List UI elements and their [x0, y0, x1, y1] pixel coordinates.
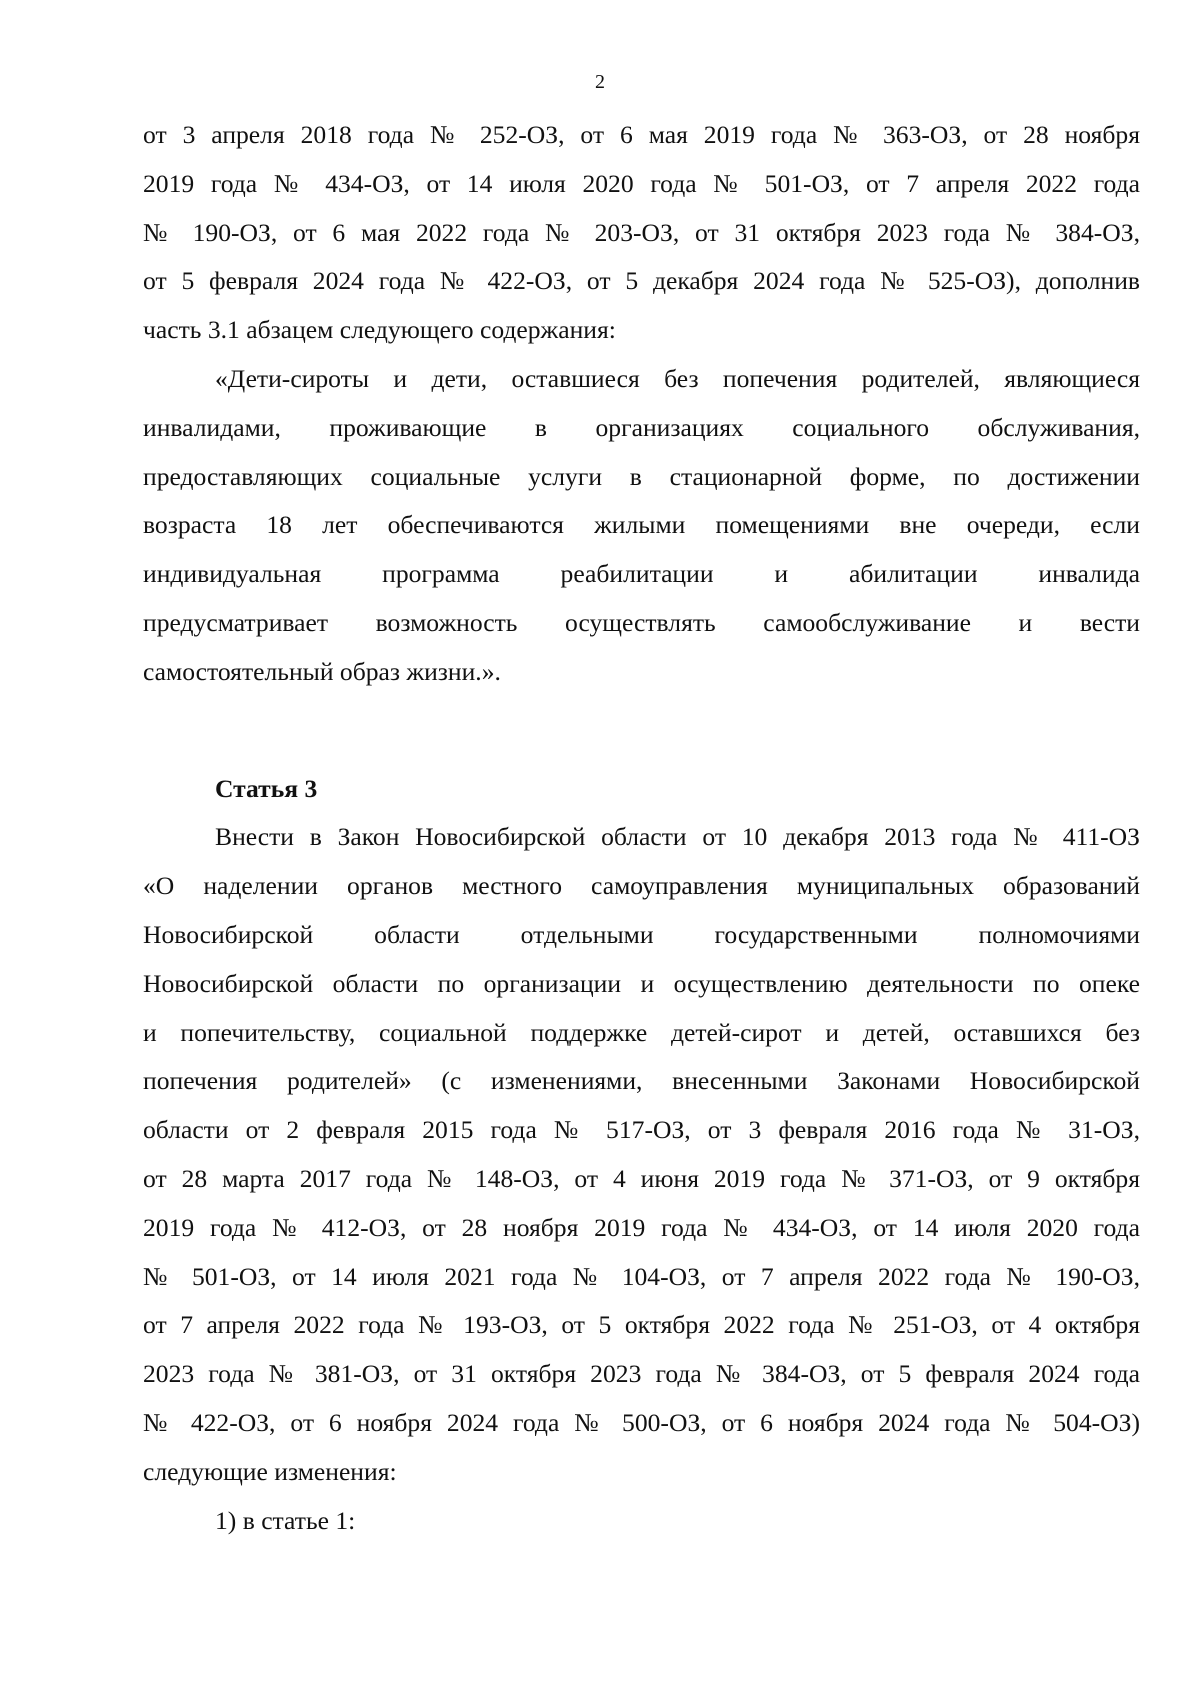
text-line: 2023 года № 381-ОЗ, от 31 октября 2023 года № 384-ОЗ, от 5 февраля 2024 года	[143, 1359, 1140, 1389]
text-line: Новосибирской области отдельными государственными полномочиями	[143, 919, 1140, 949]
text-line: Новосибирской области по организации и осуществлению деятельности по опеке	[143, 968, 1140, 998]
text-line: следующие изменения:	[143, 1456, 397, 1486]
text-line: от 3 апреля 2018 года № 252-ОЗ, от 6 мая 2019 года № 363-ОЗ, от 28 ноября	[143, 120, 1140, 149]
text-line: самостоятельный образ жизни.».	[143, 656, 501, 686]
article-heading: Статья 3	[215, 773, 318, 803]
text-line: № 190-ОЗ, от 6 мая 2022 года № 203-ОЗ, от 31 октября 2023 года № 384-ОЗ,	[143, 217, 1140, 247]
list-item: 1) в статье 1:	[215, 1505, 356, 1535]
text-line: № 501-ОЗ, от 14 июля 2021 года № 104-ОЗ, от 7 апреля 2022 года № 190-ОЗ,	[143, 1261, 1140, 1291]
document-body	[143, 111, 1140, 1545]
text-line: от 5 февраля 2024 года № 422-ОЗ, от 5 декабря 2024 года № 525-ОЗ), дополнив	[143, 266, 1140, 296]
text-line: № 422-ОЗ, от 6 ноября 2024 года № 500-ОЗ, от 6 ноября 2024 года № 504-ОЗ)	[143, 1407, 1140, 1437]
text-line: предоставляющих социальные услуги в стационарной форме, по достижении	[143, 461, 1140, 491]
section-spacer	[143, 697, 1140, 765]
paragraph-amendment-continuation	[143, 111, 1140, 355]
text-line: Внести в Закон Новосибирской области от 10 декабря 2013 года № 411-ОЗ	[215, 822, 1140, 852]
text-line: от 28 марта 2017 года № 148-ОЗ, от 4 июня 2019 года № 371-ОЗ, от 9 октября	[143, 1163, 1140, 1193]
text-line: 2019 года № 412-ОЗ, от 28 ноября 2019 года № 434-ОЗ, от 14 июля 2020 года	[143, 1212, 1140, 1242]
text-line: индивидуальная программа реабилитации и абилитации инвалида	[143, 559, 1140, 589]
text-line: попечения родителей» (с изменениями, внесенными Законами Новосибирской	[143, 1066, 1140, 1096]
paragraph-quoted-text	[143, 355, 1140, 697]
text-line: предусматривает возможность осуществлять самообслуживание и вести	[143, 607, 1140, 637]
text-line: «Дети-сироты и дети, оставшиеся без попечения родителей, являющиеся	[215, 363, 1140, 393]
text-line: от 7 апреля 2022 года № 193-ОЗ, от 5 октября 2022 года № 251-ОЗ, от 4 октября	[143, 1310, 1140, 1340]
text-line: и попечительству, социальной поддержке детей-сирот и детей, оставшихся без	[143, 1017, 1140, 1047]
text-line: возраста 18 лет обеспечиваются жилыми помещениями вне очереди, если	[143, 510, 1140, 540]
text-line: 2019 года № 434-ОЗ, от 14 июля 2020 года № 501-ОЗ, от 7 апреля 2022 года	[143, 168, 1140, 198]
text-line: области от 2 февраля 2015 года № 517-ОЗ, от 3 февраля 2016 года № 31-ОЗ,	[143, 1115, 1140, 1145]
text-line: инвалидами, проживающие в организациях социального обслуживания,	[143, 412, 1140, 442]
paragraph-article-3	[143, 813, 1140, 1496]
text-line: «О наделении органов местного самоуправления муниципальных образований	[143, 871, 1140, 901]
text-line: часть 3.1 абзацем следующего содержания:	[143, 315, 616, 345]
page-number: 2	[595, 71, 605, 93]
